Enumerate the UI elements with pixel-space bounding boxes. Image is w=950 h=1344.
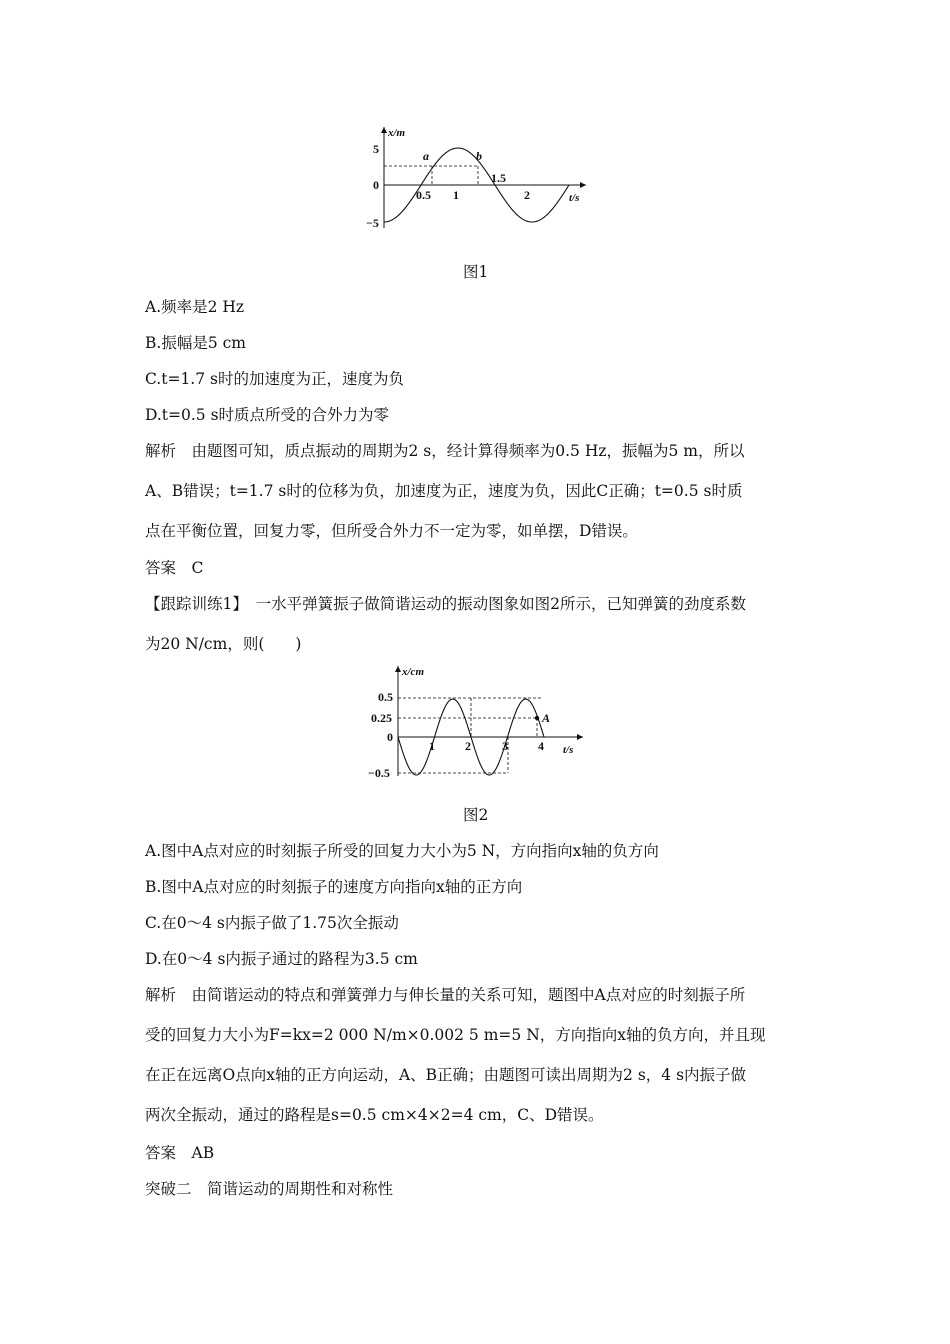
x-axis-label: t/s (569, 192, 580, 204)
figure-2-chart (365, 662, 615, 782)
q1-option-c: C.t=1.7 s时的加速度为正，速度为负 (145, 370, 404, 388)
q2-analysis-line-1: 解析 由简谐运动的特点和弹簧弹力与伸长量的关系可知，题图中A点对应的时刻振子所 (145, 986, 746, 1004)
q2-stem-line-1: 【跟踪训练1】 一水平弹簧振子做简谐运动的振动图象如图2所示，已知弹簧的劲度系数 (145, 595, 746, 613)
y-axis-label: x/cm (402, 666, 424, 678)
q1-option-b: B.振幅是5 cm (145, 334, 246, 352)
y-axis-label: x/m (388, 127, 406, 139)
y-tick-neg0-5: −0.5 (368, 766, 390, 780)
y-tick-0-5: 0.5 (378, 690, 393, 704)
q2-option-b: B.图中A点对应的时刻振子的速度方向指向x轴的正方向 (145, 878, 523, 896)
point-a-marker (535, 716, 539, 720)
y-tick-0-25: 0.25 (371, 711, 392, 725)
q1-answer: 答案 C (145, 559, 204, 577)
q1-option-d: D.t=0.5 s时质点所受的合外力为零 (145, 406, 390, 424)
point-a-label: A (542, 711, 551, 725)
x-tick-1: 1 (453, 188, 459, 202)
q2-option-d: D.在0～4 s内振子通过的路程为3.5 cm (145, 950, 418, 968)
q1-analysis-line-1: 解析 由题图可知，质点振动的周期为2 s，经计算得频率为0.5 Hz，振幅为5 m，所以 (145, 442, 745, 460)
section-heading: 突破二 简谐运动的周期性和对称性 (145, 1180, 394, 1198)
point-b-label: b (476, 149, 482, 163)
point-a-label: a (423, 149, 429, 163)
figure-1-caption: 图1 (463, 263, 489, 281)
q2-analysis-line-2: 受的回复力大小为F=kx=2 000 N/m×0.002 5 m=5 N，方向指向x轴的负方向，并且现 (145, 1026, 766, 1044)
q2-answer: 答案 AB (145, 1144, 215, 1162)
x-tick-2: 2 (465, 739, 471, 753)
x-axis-label: t/s (563, 744, 574, 756)
y-tick-0: 0 (387, 730, 393, 744)
q2-option-a: A.图中A点对应的时刻振子所受的回复力大小为5 N，方向指向x轴的负方向 (145, 842, 659, 860)
x-tick-1: 1 (429, 739, 435, 753)
q2-analysis-line-4: 两次全振动，通过的路程是s=0.5 cm×4×2=4 cm，C、D错误。 (145, 1106, 604, 1124)
x-tick-0-5: 0.5 (416, 188, 431, 202)
x-tick-2: 2 (524, 188, 530, 202)
y-tick-0: 0 (373, 178, 379, 192)
q1-option-a: A.频率是2 Hz (145, 298, 245, 316)
x-tick-1-5: 1.5 (491, 171, 506, 185)
y-tick-5: 5 (373, 142, 379, 156)
q2-analysis-line-3: 在正在远离O点向x轴的正方向运动，A、B正确；由题图可读出周期为2 s，4 s内振子做 (145, 1066, 747, 1084)
x-tick-4: 4 (538, 739, 544, 753)
q1-analysis-line-2: A、B错误；t=1.7 s时的位移为负，加速度为正，速度为负，因此C正确；t=0.5 s时质 (145, 482, 743, 500)
figure-1-chart (360, 122, 600, 242)
figure-2-caption: 图2 (463, 806, 489, 824)
y-tick-neg5: −5 (366, 216, 379, 230)
q2-stem-line-2: 为20 N/cm，则( ) (145, 635, 302, 653)
q1-analysis-line-3: 点在平衡位置，回复力零，但所受合外力不一定为零，如单摆，D错误。 (145, 522, 638, 540)
x-tick-3: 3 (502, 739, 508, 753)
q2-option-c: C.在0～4 s内振子做了1.75次全振动 (145, 914, 399, 932)
